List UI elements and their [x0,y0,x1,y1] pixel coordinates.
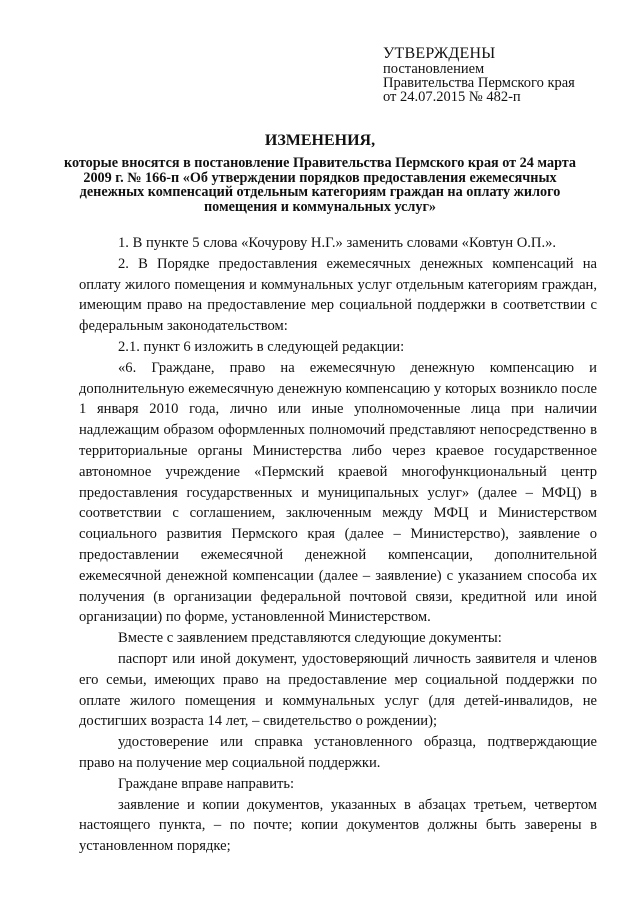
document-body [79,233,597,857]
paragraph-passport: паспорт или иной документ, удостоверяющий личность заявителя и членов его семьи, имеющих право на предоставление мер социальной поддержки по оплате жилого помещения и коммунальных услуг (для детей-инвалидов, не достигших возраста 14 лет, – свидетельство о рождении); [79,650,597,730]
document-subtitle: которые вносятся в постановление Правительства Пермского края от 24 марта 2009 г. № 166-п «Об утверждении порядков предоставления ежемесячных денежных компенсаций отдельным категориям граждан на оплату жилого помещения и коммунальных услуг» [63,155,577,215]
paragraph-2-1: 2.1. пункт 6 изложить в следующей редакции: [118,338,405,355]
approval-heading: УТВЕРЖДЕНЫ [383,45,496,62]
paragraph-documents-intro: Вместе с заявлением представляются следующие документы: [118,630,502,647]
paragraph-2: 2. В Порядке предоставления ежемесячных денежных компенсаций на оплату жилого помещения и коммунальных услуг отдельным категориям граждан, имеющим право на предоставление мер социальной поддержки в соответствии с федеральным законодательством: [79,255,597,335]
document-title: ИЗМЕНЕНИЯ, [264,132,376,149]
paragraph-6: «6. Граждане, право на ежемесячную денежную компенсацию и дополнительную ежемесячную денежную компенсацию у которых возникло после 1 января 2010 года, лично или иные уполномоченные лица при наличии надлежащим образом оформленных полномочий представляют непосредственно в территориальные органы Министерства либо через краевое государственное автономное учреждение «Пермский краевой многофункциональный центр предоставления государственных и муниципальных услуг» (далее – МФЦ) в соответствии с соглашением, заключенным между МФЦ и Министерством социального развития Пермского края (далее – Министерство), заявление о предоставлении ежемесячной денежной компенсации, дополнительной ежемесячной денежной компенсации (далее – заявление) с указанием способа их получения (в организации федеральной почтовой связи, кредитной или иной организации) по форме, установленной Министерством. [79,359,597,626]
paragraph-certificate: удостоверение или справка установленного образца, подтверждающие право на получение мер социальной поддержки. [79,734,597,771]
paragraph-mail: заявление и копии документов, указанных в абзацах третьем, четвертом настоящего пункта, – по почте; копии документов должны быть заверены в установленном порядке; [79,796,597,855]
paragraph-1: 1. В пункте 5 слова «Кочурову Н.Г.» заменить словами «Ковтун О.П.». [118,235,557,251]
paragraph-citizens-may: Граждане вправе направить: [118,775,295,792]
approval-line-2: Правительства Пермского края [383,75,575,91]
approval-line-3: от 24.07.2015 № 482-п [383,89,521,105]
approval-line-1: постановлением [383,61,485,77]
approval-stamp [383,45,623,104]
